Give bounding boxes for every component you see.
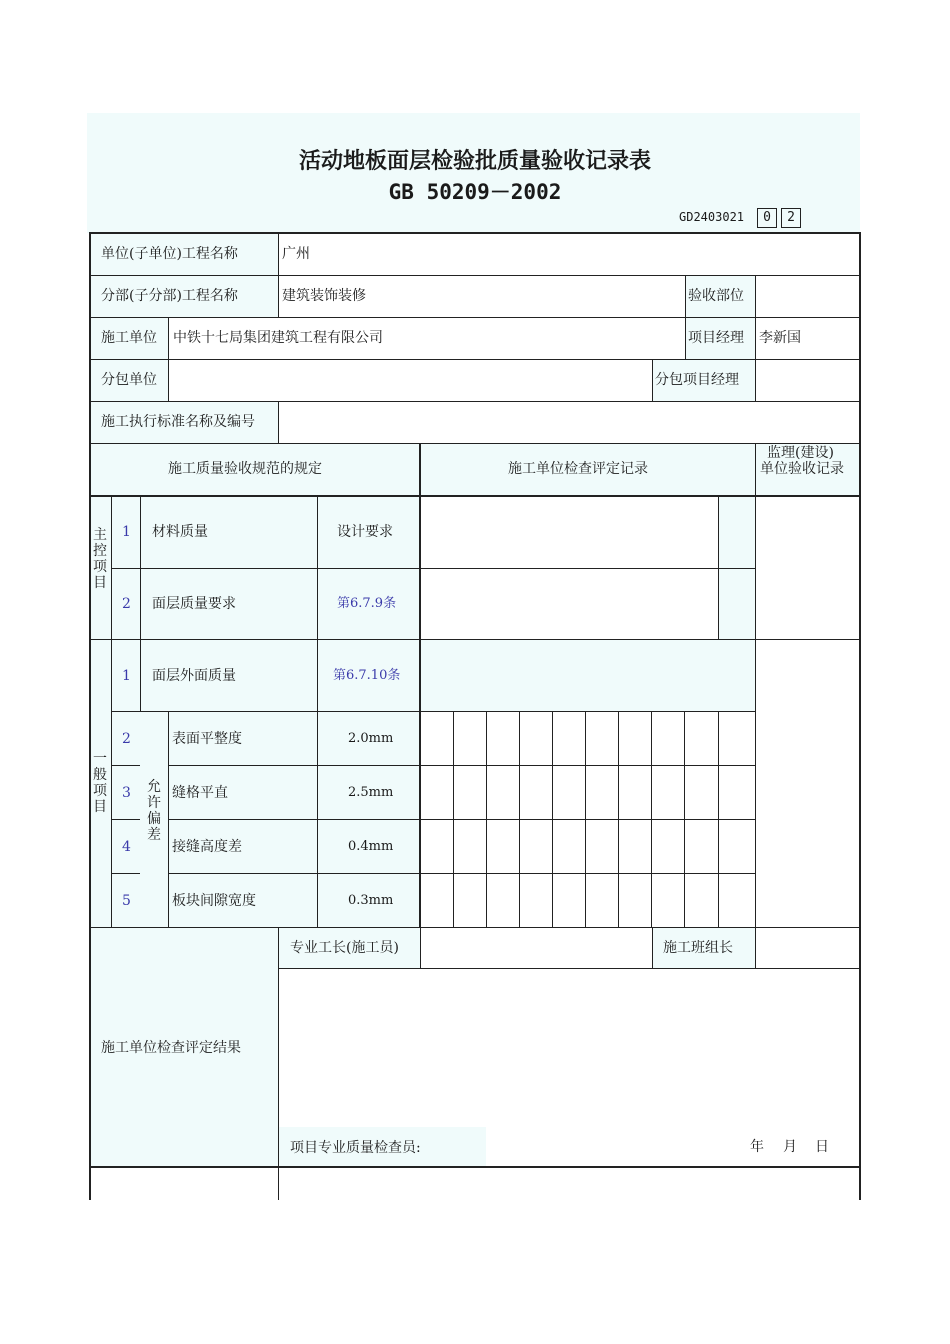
- main-item-no: 2: [122, 596, 131, 612]
- inspector-label: 项目专业质量检查员:: [290, 1140, 421, 1156]
- division-label: 分部(子分部)工程名称: [101, 288, 238, 304]
- general-record-bg: [420, 639, 755, 711]
- code-box-1[interactable]: 0: [757, 208, 777, 228]
- form-title: 活动地板面层检验批质量验收记录表: [298, 148, 651, 174]
- unit-label: 单位(子单位)工程名称: [101, 246, 238, 262]
- general-item-no: 1: [122, 668, 131, 684]
- general-item-name: 缝格平直: [172, 785, 228, 801]
- sub-project-manager-label: 分包项目经理: [655, 372, 739, 388]
- form-code: GD2403021: [679, 210, 745, 224]
- general-item-req: 2.5mm: [348, 785, 394, 800]
- general-item-no: 3: [122, 785, 131, 801]
- main-item-no: 1: [122, 524, 131, 540]
- result-label: 施工单位检查评定结果: [101, 1040, 241, 1056]
- code-box-2[interactable]: 2: [781, 208, 801, 228]
- general-item-name: 接缝高度差: [172, 839, 242, 855]
- general-item-req: 2.0mm: [348, 731, 394, 746]
- project-manager-label: 项目经理: [688, 330, 744, 346]
- standard-code: GB 50209－2002: [388, 180, 562, 204]
- general-item-name: 板块间隙宽度: [172, 893, 256, 909]
- column-header-spec: 施工质量验收规范的规定: [168, 461, 322, 477]
- foreman-label: 专业工长(施工员): [290, 940, 399, 956]
- date-day: 日: [815, 1139, 829, 1155]
- general-item-no: 4: [122, 839, 131, 855]
- standard-label: 施工执行标准名称及编号: [101, 414, 255, 430]
- column-header-record: 施工单位检查评定记录: [508, 461, 648, 477]
- general-item-req: 第6.7.10条: [333, 668, 401, 683]
- division-value[interactable]: 建筑装饰装修: [282, 288, 366, 304]
- general-label: 一般项目: [93, 751, 107, 815]
- general-item-name: 面层外面质量: [152, 668, 236, 684]
- project-manager-value[interactable]: 李新国: [759, 330, 801, 346]
- subcontractor-label: 分包单位: [101, 372, 157, 388]
- tolerance-label: 允许偏差: [147, 779, 161, 843]
- acceptance-part-label: 验收部位: [688, 288, 744, 304]
- main-item-req: 第6.7.9条: [337, 596, 397, 611]
- date-month: 月: [783, 1139, 797, 1155]
- team-leader-label: 施工班组长: [663, 940, 733, 956]
- contractor-label: 施工单位: [101, 330, 157, 346]
- unit-value[interactable]: 广州: [282, 246, 310, 262]
- general-item-req: 0.3mm: [348, 893, 394, 908]
- contractor-value[interactable]: 中铁十七局集团建筑工程有限公司: [173, 330, 383, 346]
- main-control-label: 主控项目: [93, 527, 107, 591]
- column-header-supervisor-1: 监理(建设): [767, 445, 834, 461]
- column-header-supervisor-2: 单位验收记录: [760, 461, 844, 477]
- general-item-no: 5: [122, 893, 131, 909]
- main-item-req: 设计要求: [337, 524, 393, 540]
- date-year: 年: [750, 1139, 764, 1155]
- general-item-req: 0.4mm: [348, 839, 394, 854]
- main-item-name: 面层质量要求: [152, 596, 236, 612]
- general-item-no: 2: [122, 731, 131, 747]
- main-item-name: 材料质量: [152, 524, 208, 540]
- general-item-name: 表面平整度: [172, 731, 242, 747]
